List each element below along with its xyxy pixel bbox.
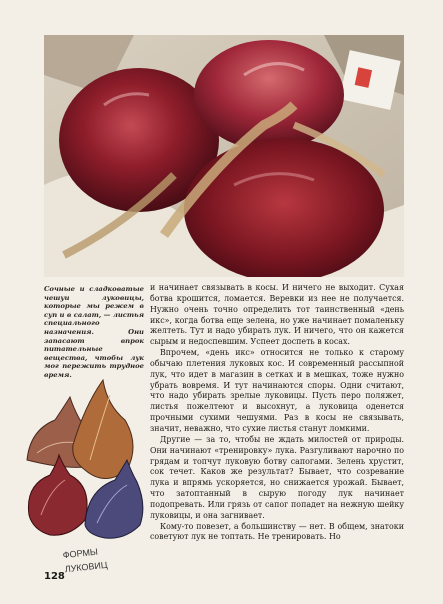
paragraph: Другие — за то, чтобы не ждать милостей от природы. Они начинают «тренировку» лука. Разгуливают нарочно по грядам и топчут луковую ботву сапогами. Зелень хрустит, сок течет. Каков же результат? Бывает, что созревание лука и впрямь ускоряется, но снижается урожай. Бывает, что затоптанный в сырую погоду лук начинает подопревать. Или грязь от сапог попадет на нежную шейку луковицы, и она загнивает. — [150, 434, 404, 520]
onion-forms-sketch — [15, 375, 150, 575]
paragraph: и начинает связывать в косы. И ничего не выходит. Сухая ботва крошится, ломается. Веревки из нее не получается. Нужно очень точно определить тот таинственный «день икс», когда ботва еще зелена, но уже начинает помаленьку желтеть. Тут и надо убирать лук. И ничего, что он кажется сырым и недоспевшим. Успеет доспеть в косах. — [150, 283, 404, 347]
sketch-label-line1: ФОРМЫ — [62, 546, 99, 561]
photo-caption: Сочные и сладковатые чешуи луковицы, которые мы режем в суп и в салат, — листья специального назначения. Они запасают впрок питательные вещества, чтобы лук мог пережить трудное время. — [44, 285, 144, 379]
paragraph: Впрочем, «день икс» относится не только к старому обычаю плетения луковых кос. И современный рассыпной лук, что идет в магазин в сетках и в мешках, тоже нужно убрать вовремя. И тут начинаются споры. Одни считают, что надо убирать зрелые луковицы. Пусть перо поляжет, листья пожелтеют и высохнут, а луковица оденется прочными сухими чешуями. Раз в косы не связывать, значит, неважно, что сухие листья станут ломкими. — [150, 348, 404, 433]
sketch-label-line2: ЛУКОВИЦ — [64, 559, 108, 575]
onion-photo — [44, 35, 404, 277]
paragraph: Кому-то повезет, а большинству — нет. В общем, знатоки советуют лук не топтать. Не тренировать. Но — [150, 521, 404, 542]
page-number: 128 — [44, 571, 65, 582]
body-text — [150, 283, 404, 543]
